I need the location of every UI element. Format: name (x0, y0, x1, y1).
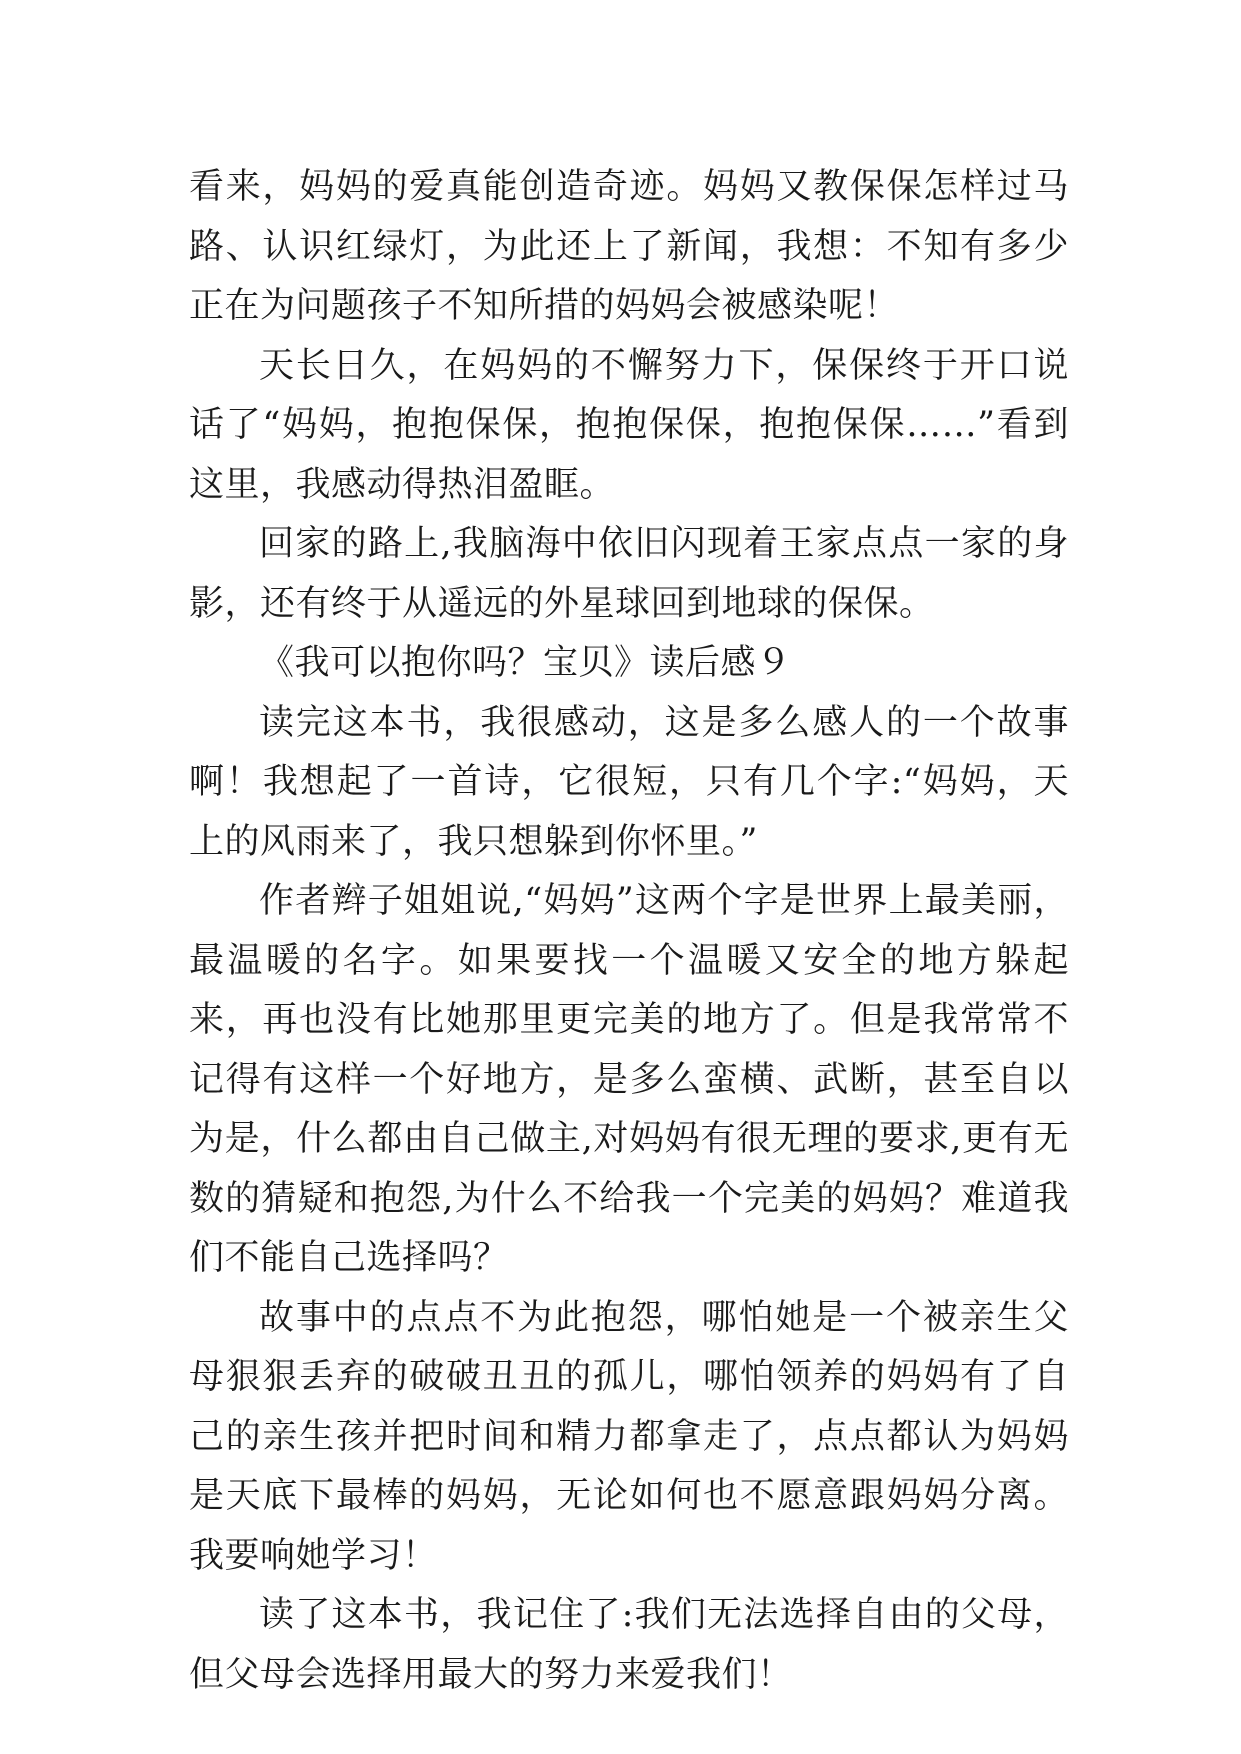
paragraph: 天长日久，在妈妈的不懈努力下，保保终于开口说话了“妈妈，抱抱保保，抱抱保保，抱抱保保……”看到这里，我感动得热泪盈眶。 (189, 345, 1069, 505)
paragraph-continuation: 看来，妈妈的爱真能创造奇迹。妈妈又教保保怎样过马路、认识红绿灯，为此还上了新闻，我想：不知有多少正在为问题孩子不知所措的妈妈会被感染呢！ (189, 167, 1069, 326)
paragraph: 读了这本书，我记住了:我们无法选择自由的父母，但父母会选择用最大的努力来爱我们！ (189, 1595, 1069, 1695)
paragraph: 故事中的点点不为此抱怨，哪怕她是一个被亲生父母狠狠丢弃的破破丑丑的孤儿，哪怕领养的妈妈有了自己的亲生孩并把时间和精力都拿走了，点点都认为妈妈是天底下最棒的妈妈，无论如何也不愿意跟妈妈分离。我要响她学习！ (189, 1297, 1069, 1576)
section-heading: 《我可以抱你吗？宝贝》读后感９ (259, 643, 792, 683)
paragraph: 回家的路上,我脑海中依旧闪现着王家点点一家的身影，还有终于从遥远的外星球回到地球的保保。 (189, 524, 1069, 624)
document-body (189, 158, 1069, 1705)
paragraph: 读完这本书，我很感动，这是多么感人的一个故事啊！我想起了一首诗，它很短，只有几个字:“妈妈，天上的风雨来了，我只想躲到你怀里。” (189, 702, 1069, 862)
paragraph: 作者辫子姐姐说,“妈妈”这两个字是世界上最美丽，最温暖的名字。如果要找一个温暖又安全的地方躲起来，再也没有比她那里更完美的地方了。但是我常常不记得有这样一个好地方，是多么蛮横、武断，甚至自以为是，什么都由自己做主,对妈妈有很无理的要求,更有无数的猜疑和抱怨,为什么不给我一个完美的妈妈？难道我们不能自己选择吗？ (189, 881, 1069, 1278)
